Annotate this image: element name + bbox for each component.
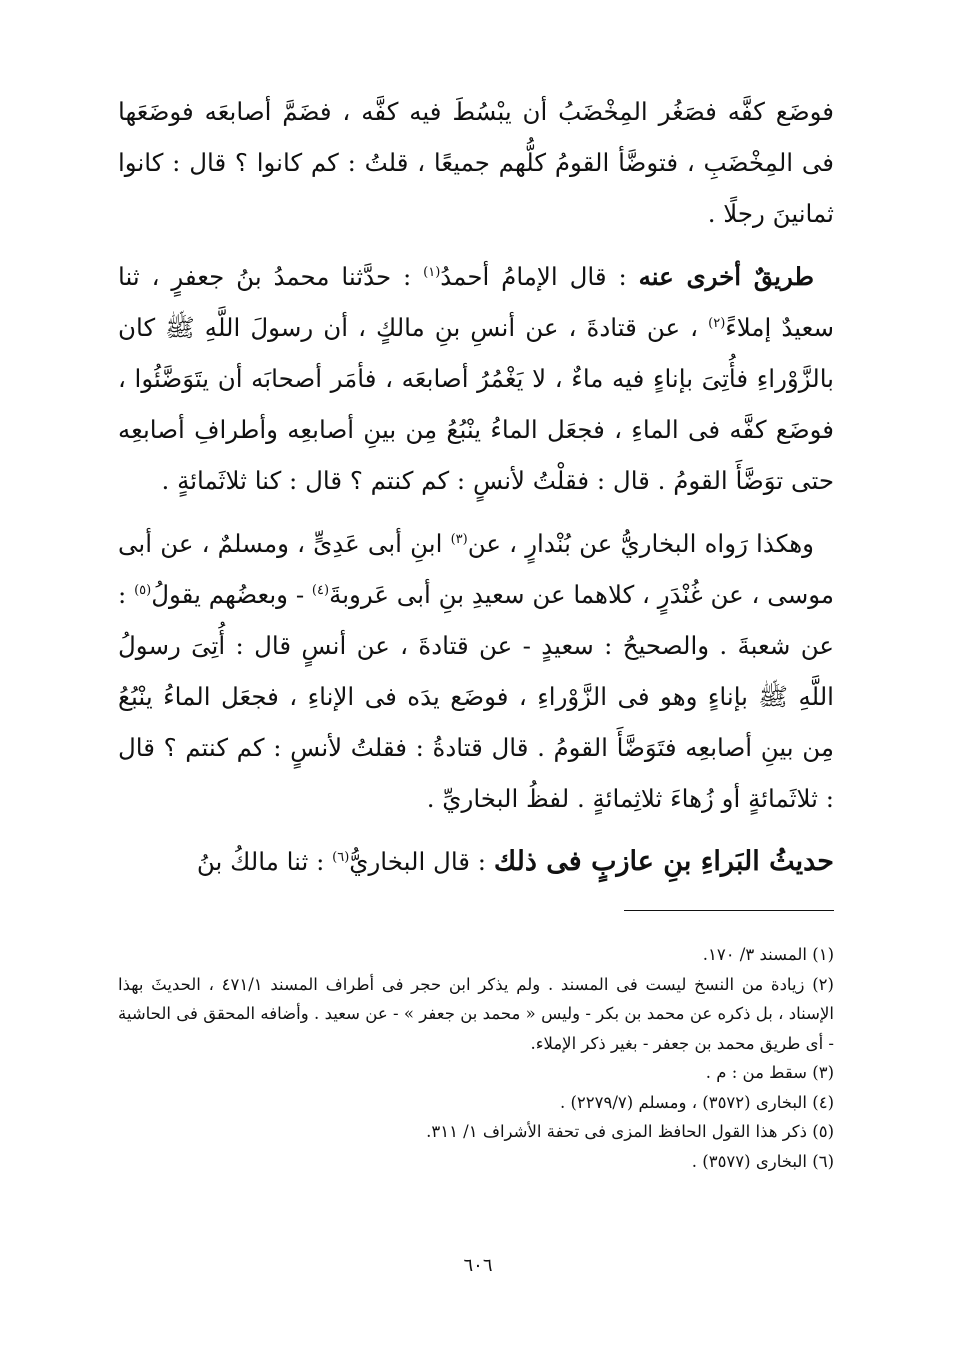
footnote: (٦) البخارى (٣٥٧٧) .: [691, 1151, 834, 1171]
footnote: (٣) سقط من : م .: [705, 1063, 834, 1082]
footnote-marker: (٢): [708, 315, 726, 331]
text-run: ابنِ أبى عَدِىٍّ ، ومسلمٌ ، عن أبى موسى ، عن غُنْدَرٍ ، كلاهما عن سعيدِ بنِ أبى عَروبةَ: [118, 529, 835, 609]
paragraph: [118, 251, 834, 506]
footnotes: [118, 940, 834, 1176]
section-heading: حديثُ البَراءِ بنِ عازبٍ فى ذلك: [493, 846, 834, 877]
footnote-separator: [624, 910, 834, 911]
page-number: ٦٠٦: [463, 1255, 493, 1276]
main-text: [118, 86, 834, 899]
footnote: (٢) زيادة من النسخ ليست فى المسند . ولم يذكر ابن حجر فى أطراف المسند ٤٧١/١ ، الحديثَ بهذا الإسناد ، بل ذكره عن محمد بن بكر - وليس « محمد بن جعفر » - عن سعيد . وأضافه المحقق فى الحاشية - أى طريق محمد بن جعفر - بغير ذكر الإملاء.: [118, 974, 834, 1053]
paragraph: [118, 86, 834, 239]
footnote-marker: (٤): [311, 582, 330, 598]
text-run: - وبعضُهم يقولُ: [151, 580, 312, 609]
footnote: (٥) ذكر هذا القول الحافظ المزى فى تحفة الأشراف ١/ ٣١١.: [426, 1122, 834, 1141]
footnote: (١) المسند ٣/ ١٧٠.: [702, 945, 834, 964]
footnote-marker: (٥): [134, 582, 152, 598]
text-run: ، عن قتادةَ ، عن أنسِ بنِ مالكٍ ، أن رسولَ اللَّهِ ﷺ كان بالزَّوْراءِ فأُتِىَ بإناءٍ فيه ماءٌ ، لا يَغْمُرُ أصابعَه ، فأمَر أصحابَه أن يتَوَضَّئُوا ، فوضَع كفَّه فى الماءِ ، فجعَل الماءُ ينْبُعُ مِن بينِ أصابعِه وأطرافِ أصابعِه حتى توَضَّأَ القومُ . قال : فقلْتُ لأنسٍ : كم كنتم ؟ قال : كنا ثلاثَمائةٍ .: [118, 313, 834, 495]
text-run: : قال الإمامُ أحمدُ: [440, 262, 639, 291]
paragraph: [118, 836, 834, 887]
text-run: فوضَع كفَّه فصَغُر المِخْضَبُ أن يبْسُطَ فيه كفَّه ، فضَمَّ أصابعَه فوضَعَها فى المِخْضَبِ ، فتوضَّأ القومُ كلُّهم جميعًا ، قلتُ : كم كانوا ؟ قال : كانوا ثمانينَ رجلًا .: [118, 97, 834, 228]
bold-lead: طريقٌ أخرى عنه: [638, 262, 815, 291]
text-run: : ثنا مالكُ بنُ: [196, 847, 333, 876]
footnote-marker: (٣): [450, 531, 468, 547]
text-run: وهكذا رَواه البخاريُّ عن بُنْدارٍ ، عن: [467, 529, 815, 558]
text-run: : حدَّثنا محمدُ بنُ جعفرٍ ، ثنا سعيدٌ إملاءً: [118, 262, 834, 342]
paragraph: [118, 518, 834, 824]
text-run: : عن شعبةَ . والصحيحُ : سعيدٍ - عن قتادةَ ، عن أنسٍ قال : أُتِىَ رسولُ اللَّهِ ﷺ بإناءٍ وهو فى الزَّوْراءِ ، فوضَع يدَه فى الإناءِ ، فجعَل الماءُ ينْبُعُ مِن بينِ أصابعِه فتَوَضَّأَ القومُ . قال قتادةُ : فقلتُ لأنسٍ : كم كنتم ؟ قال : ثلاثَمائةٍ أو زُهاءَ ثلاثِمائةٍ . لفظُ البخاريِّ .: [118, 580, 834, 813]
footnote-marker: (١): [423, 264, 441, 280]
footnote: (٤) البخارى (٣٥٧٢) ، ومسلم (٢٢٧٩/٧) .: [559, 1092, 834, 1112]
footnote-marker: (٦): [332, 849, 350, 865]
text-run: : قال البخاريُّ: [349, 847, 494, 876]
